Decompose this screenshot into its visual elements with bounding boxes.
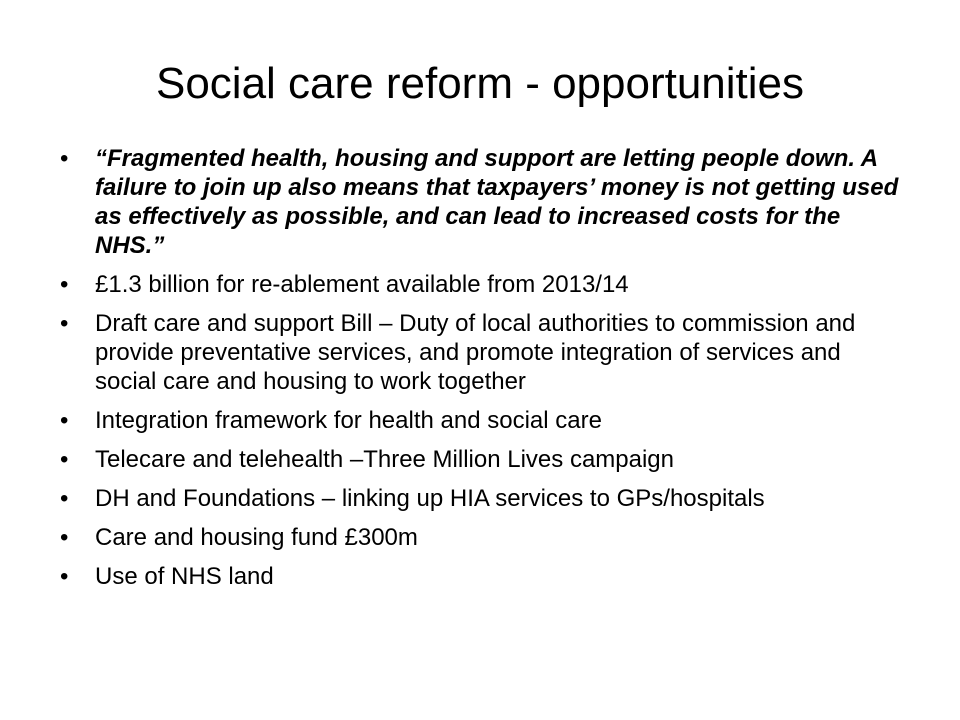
bullet-marker: • — [60, 485, 69, 512]
bullet-item-reablement-funding — [60, 270, 900, 299]
bullet-text: Draft care and support Bill – Duty of local authorities to commission and provide preventative services, and promote integration of services and social care and housing to work together — [95, 310, 856, 395]
bullet-item-integration-framework — [60, 406, 900, 435]
bullet-marker: • — [60, 446, 69, 473]
bullet-text: DH and Foundations – linking up HIA services to GPs/hospitals — [95, 485, 765, 512]
bullet-marker: • — [60, 310, 69, 337]
bullet-text: “Fragmented health, housing and support are letting people down. A failure to join up also means that taxpayers’ money is not getting used as effectively as possible, and can lead to increased costs for the NHS.” — [95, 145, 899, 259]
bullet-item-care-support-bill — [60, 309, 900, 396]
bullet-item-quote — [60, 144, 900, 260]
bullet-item-dh-foundations — [60, 484, 900, 513]
slide-title: Social care reform - opportunities — [155, 59, 805, 108]
bullet-item-telecare — [60, 445, 900, 474]
bullet-text: £1.3 billion for re-ablement available from 2013/14 — [95, 271, 629, 298]
bullet-text: Use of NHS land — [95, 563, 274, 590]
bullet-item-housing-fund — [60, 523, 900, 552]
bullet-marker: • — [60, 145, 69, 172]
bullet-marker: • — [60, 524, 69, 551]
bullet-text: Care and housing fund £300m — [95, 524, 418, 551]
bullet-item-nhs-land — [60, 562, 900, 591]
bullet-marker: • — [60, 563, 69, 590]
bullet-marker: • — [60, 271, 69, 298]
bullet-text: Telecare and telehealth –Three Million Lives campaign — [95, 446, 674, 473]
bullet-list — [60, 144, 900, 601]
bullet-marker: • — [60, 407, 69, 434]
bullet-text: Integration framework for health and social care — [95, 407, 602, 434]
